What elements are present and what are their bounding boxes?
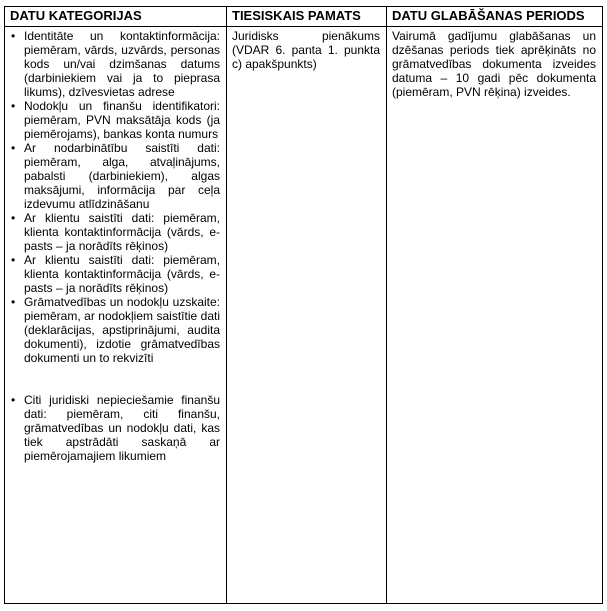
legal-basis-cell <box>227 27 387 604</box>
category-text: Citi juridiski nepieciešamie finanšu dati: piemēram, citi finanšu, grāmatvedības un nodokļu dati, kas tiek apstrādāti saskaņā ar piemērojamajiem likumiem <box>24 393 220 463</box>
category-text: Grāmatvedības un nodokļu uzskaite: piemēram, ar nodokļiem saistītie dati (deklarācijas, apstiprinājumi, audita dokumenti), izdotie grāmatvedības dokumenti un to rekvizīti <box>24 295 220 365</box>
data-categories-table <box>4 6 603 604</box>
list-item <box>10 211 220 253</box>
bullet-icon: • <box>11 99 16 113</box>
bullet-icon: • <box>11 141 16 155</box>
list-item <box>10 393 220 463</box>
table-header-row <box>5 7 603 27</box>
category-text: Ar nodarbinātību saistīti dati: piemēram, alga, atvaļinājums, pabalsti (darbiniekiem), algas maksājumi, informācija par ceļa izdevumu atlīdzināšanu <box>24 141 220 211</box>
header-categories: DATU KATEGORIJAS <box>5 7 227 27</box>
category-text: Ar klientu saistīti dati: piemēram, klienta kontaktinformācija (vārds, e-pasts – ja norādīts rēķinos) <box>24 211 220 253</box>
table-body-row <box>5 27 603 604</box>
categories-list <box>10 27 220 463</box>
list-item <box>10 141 220 211</box>
retention-period-text: Vairumā gadījumu glabāšanas un dzēšanas periods tiek aprēķināts no grāmatvedības dokumenta izveides datuma – 10 gadi pēc dokumenta (piemēram, PVN rēķina) izveides. <box>392 29 596 99</box>
list-item <box>10 29 220 99</box>
bullet-icon: • <box>11 393 16 407</box>
bullet-icon: • <box>11 29 16 43</box>
header-legal-basis: TIESISKAIS PAMATS <box>227 7 387 27</box>
bullet-icon: • <box>11 211 16 225</box>
header-retention-period: DATU GLABĀŠANAS PERIODS <box>387 7 603 27</box>
category-text: Identitāte un kontaktinformācija: piemēram, vārds, uzvārds, personas kods un/vai dzimšanas datums (darbiniekiem vai ja to pieprasa likums), dzīvesvietas adrese <box>24 29 220 99</box>
category-text: Nodokļu un finanšu identifikatori: piemēram, PVN maksātāja kods (ja piemērojams), bankas konta numurs <box>24 99 220 141</box>
list-item <box>10 295 220 365</box>
retention-period-cell <box>387 27 603 604</box>
category-text: Ar klientu saistīti dati: piemēram, klienta kontaktinformācija (vārds, e-pasts – ja norādīts rēķinos) <box>24 253 220 295</box>
categories-cell <box>5 27 227 604</box>
list-item <box>10 99 220 141</box>
bullet-icon: • <box>11 295 16 309</box>
bullet-icon: • <box>11 253 16 267</box>
legal-basis-text: Juridisks pienākums (VDAR 6. panta 1. punkta c) apakšpunkts) <box>232 29 380 71</box>
list-item <box>10 253 220 295</box>
